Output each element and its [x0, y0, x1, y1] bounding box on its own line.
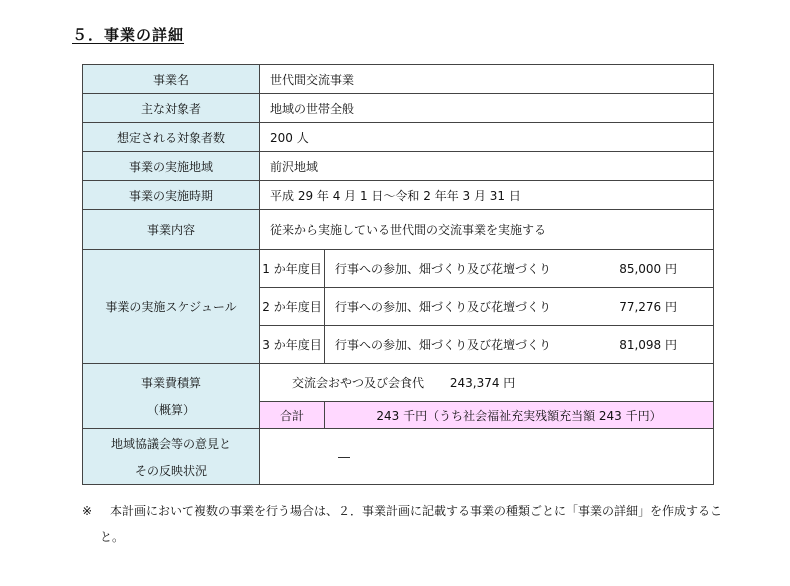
schedule-year: 1 か年度目: [260, 250, 325, 288]
value-area: 前沢地域: [260, 152, 714, 181]
row-council: [83, 429, 714, 485]
label-period: 事業の実施時期: [83, 181, 260, 210]
label-council-line2: その反映状況: [134, 463, 207, 478]
section-title: ５．事業の詳細: [72, 26, 185, 44]
schedule-amount: 77,276 円: [619, 300, 677, 314]
footnote-line2: と。: [100, 530, 125, 544]
schedule-row: [83, 250, 714, 288]
row-area: [83, 152, 714, 181]
value-business-name: 世代間交流事業: [260, 65, 714, 94]
value-content: 従来から実施している世代間の交流事業を実施する: [260, 210, 714, 250]
row-period: [83, 181, 714, 210]
cost-total-label: 合計: [260, 402, 325, 429]
schedule-detail: [325, 326, 714, 364]
value-target: 地域の世帯全般: [260, 94, 714, 123]
schedule-detail: [325, 250, 714, 288]
schedule-desc: 行事への参加、畑づくり及び花壇づくり: [335, 300, 552, 314]
label-council-line1: 地域協議会等の意見と: [110, 436, 231, 451]
footnote-text: 本計画において複数の事業を行う場合は、２．事業計画に記載する事業の種類ごとに「事業の詳細」を作成するこ: [110, 504, 723, 518]
row-business-name: [83, 65, 714, 94]
label-cost-line1: 事業費積算: [140, 376, 201, 390]
cost-item: 交流会おやつ及び会食代: [292, 376, 425, 390]
schedule-year: 2 か年度目: [260, 288, 325, 326]
label-content: 事業内容: [83, 210, 260, 250]
schedule-amount: 85,000 円: [619, 262, 677, 276]
value-council: ―: [260, 429, 714, 485]
schedule-desc: 行事への参加、畑づくり及び花壇づくり: [335, 338, 552, 352]
label-business-name: 事業名: [83, 65, 260, 94]
business-detail-table: [82, 64, 714, 485]
label-area: 事業の実施地域: [83, 152, 260, 181]
cost-item-amount: 243,374 円: [449, 376, 516, 390]
label-cost-line2: （概算）: [146, 403, 195, 417]
schedule-year: 3 か年度目: [260, 326, 325, 364]
row-target-count: [83, 123, 714, 152]
label-council: [83, 429, 260, 485]
label-target: 主な対象者: [83, 94, 260, 123]
row-cost: [83, 364, 714, 402]
cost-total-value: 243 千円（うち社会福祉充実残額充当額 243 千円）: [325, 402, 714, 429]
row-target: [83, 94, 714, 123]
schedule-amount: 81,098 円: [619, 338, 677, 352]
value-target-count: 200 人: [260, 123, 714, 152]
cost-breakdown: [260, 364, 714, 402]
value-period: 平成 29 年 4 月 1 日～令和 2 年年 3 月 31 日: [260, 181, 714, 210]
schedule-detail: [325, 288, 714, 326]
footnote-line1: [82, 498, 722, 524]
footnote-mark: ※: [82, 504, 93, 518]
row-content: [83, 210, 714, 250]
label-schedule: 事業の実施スケジュール: [83, 250, 260, 364]
schedule-desc: 行事への参加、畑づくり及び花壇づくり: [335, 262, 552, 276]
label-cost: [83, 364, 260, 429]
label-target-count: 想定される対象者数: [83, 123, 260, 152]
footnote: [82, 498, 722, 550]
